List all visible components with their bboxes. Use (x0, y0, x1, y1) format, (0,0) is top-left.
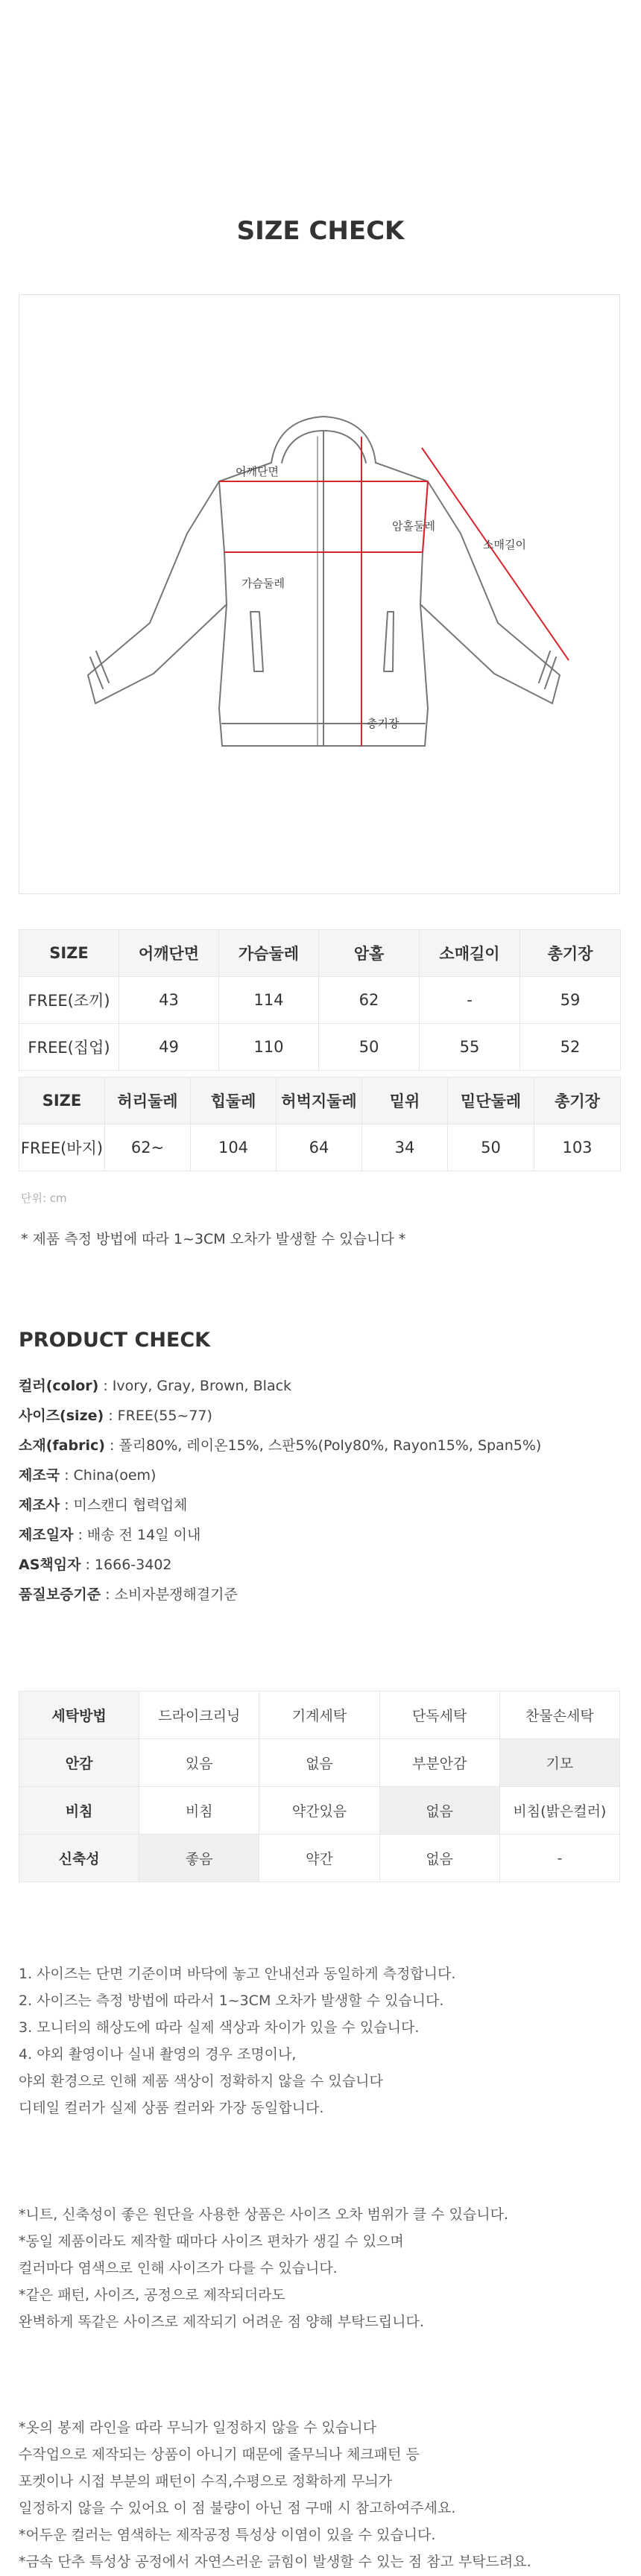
list-item (19, 1371, 541, 1401)
info-value: : 소비자분쟁해결기준 (101, 1586, 238, 1603)
size-value-cell: 104 (191, 1124, 277, 1171)
size-value-cell: 50 (448, 1124, 534, 1171)
size-value-cell: 64 (277, 1124, 362, 1171)
size-header-cell: 가슴둘레 (219, 930, 319, 977)
label-shoulder: 어깨단면 (236, 465, 279, 478)
care-table (19, 1691, 620, 1882)
notice-block-3 (19, 2414, 531, 2575)
size-name-cell: FREE(조끼) (19, 977, 119, 1024)
info-label: 소재(fabric) (19, 1437, 105, 1454)
size-value-cell: 43 (119, 977, 219, 1024)
info-label: 품질보증기준 (19, 1586, 101, 1603)
product-check-title: PRODUCT CHECK (19, 1329, 211, 1352)
notice-line: 완벽하게 똑같은 사이즈로 제작되기 어려운 점 양해 부탁드립니다. (19, 2314, 424, 2330)
info-label: 제조일자 (19, 1527, 74, 1543)
table-row (19, 977, 621, 1024)
info-label: AS책임자 (19, 1557, 81, 1573)
product-info-list (19, 1371, 541, 1610)
size-table-header (19, 930, 621, 977)
size-name-cell: FREE(집업) (19, 1024, 119, 1071)
size-table-top (19, 929, 621, 1071)
notice-line: 4. 야외 촬영이나 실내 촬영의 경우 조명이나, (19, 2046, 297, 2063)
care-row-label: 세탁방법 (19, 1692, 139, 1739)
size-header-cell: 힙둘레 (191, 1077, 277, 1124)
size-value-cell: 34 (362, 1124, 448, 1171)
info-value: : 배송 전 14일 이내 (73, 1527, 201, 1543)
care-cell: 부분안감 (379, 1739, 499, 1787)
list-item (19, 1490, 541, 1520)
size-value-cell: 114 (219, 977, 319, 1024)
list-item (19, 1580, 541, 1610)
size-value-cell: 62~ (105, 1124, 191, 1171)
info-value: : 미스캔디 협력업체 (60, 1497, 188, 1513)
care-cell: 단독세탁 (379, 1692, 499, 1739)
notice-line: 일정하지 않을 수 있어요 이 점 불량이 아닌 점 구매 시 참고하여주세요. (19, 2500, 456, 2516)
notice-line: *같은 패턴, 사이즈, 공정으로 제작되더라도 (19, 2287, 285, 2303)
list-item (19, 1461, 541, 1490)
jacket-diagram (19, 295, 621, 895)
size-value-cell: 55 (420, 1024, 520, 1071)
size-name-cell: FREE(바지) (19, 1124, 105, 1171)
list-item (19, 1520, 541, 1550)
list-item (19, 1401, 541, 1431)
size-diagram (19, 294, 620, 894)
notice-line: 디테일 컬러가 실제 상품 컬러와 가장 동일합니다. (19, 2100, 324, 2116)
size-value-cell: 59 (520, 977, 621, 1024)
size-header-cell: 암홀 (319, 930, 420, 977)
info-value: : Ivory, Gray, Brown, Black (98, 1378, 292, 1394)
size-header-cell: 소매길이 (420, 930, 520, 977)
notice-line: *니트, 신축성이 좋은 원단을 사용한 상품은 사이즈 오차 범위가 클 수 있습니다. (19, 2206, 508, 2223)
left-sleeve (88, 481, 227, 703)
table-row (19, 1739, 620, 1787)
size-header-cell: 밑단둘레 (448, 1077, 534, 1124)
measure-note: * 제품 측정 방법에 따라 1~3CM 오차가 발생할 수 있습니다 * (21, 1231, 406, 1247)
care-cell: 좋음 (139, 1835, 259, 1882)
right-sleeve (420, 481, 560, 703)
size-value-cell: 52 (520, 1024, 621, 1071)
notice-line: 야외 환경으로 인해 제품 색상이 정확하지 않을 수 있습니다 (19, 2073, 383, 2089)
care-row-label: 신축성 (19, 1835, 139, 1882)
table-row (19, 1692, 620, 1739)
info-label: 컬러(color) (19, 1378, 99, 1394)
notice-line: 컬러마다 염색으로 인해 사이즈가 다를 수 있습니다. (19, 2260, 338, 2276)
size-value-cell: 62 (319, 977, 420, 1024)
size-value-cell: - (420, 977, 520, 1024)
table-row (19, 1835, 620, 1882)
care-cell: 기계세탁 (259, 1692, 379, 1739)
info-value: : China(oem) (60, 1467, 157, 1484)
care-cell: 약간 (259, 1835, 379, 1882)
size-header-cell: 허리둘레 (105, 1077, 191, 1124)
size-header-cell: 어깨단면 (119, 930, 219, 977)
list-item (19, 1431, 541, 1461)
size-table-pants (19, 1077, 621, 1171)
notice-line: *어두운 컬러는 염색하는 제작공정 특성상 이염이 있을 수 있습니다. (19, 2527, 436, 2543)
label-chest: 가슴둘레 (241, 577, 285, 590)
notice-line: 1. 사이즈는 단면 기준이며 바닥에 놓고 안내선과 동일하게 측정합니다. (19, 1966, 456, 1982)
size-header-cell: 총기장 (520, 930, 621, 977)
care-row-label: 비침 (19, 1787, 139, 1835)
label-length: 총기장 (367, 717, 400, 730)
care-cell: 비침(밝은컬러) (499, 1787, 619, 1835)
notice-line: 수작업으로 제작되는 상품이 아니기 때문에 줄무늬나 체크패턴 등 (19, 2446, 420, 2463)
sleeve-line (422, 448, 569, 660)
size-header-cell: 허벅지둘레 (277, 1077, 362, 1124)
table-row (19, 1024, 621, 1071)
info-label: 사이즈(size) (19, 1408, 104, 1424)
care-cell: 드라이크리닝 (139, 1692, 259, 1739)
info-label: 제조국 (19, 1467, 60, 1484)
size-header-cell: SIZE (19, 1077, 105, 1124)
size-header-cell: 총기장 (534, 1077, 621, 1124)
care-cell: 없음 (379, 1787, 499, 1835)
label-sleeve: 소매길이 (483, 538, 526, 551)
armhole-line (423, 481, 428, 552)
care-cell: 비침 (139, 1787, 259, 1835)
notice-line: 3. 모니터의 해상도에 따라 실제 색상과 차이가 있을 수 있습니다. (19, 2019, 420, 2036)
info-label: 제조사 (19, 1497, 60, 1513)
size-table-header (19, 1077, 621, 1124)
care-cell: 약간있음 (259, 1787, 379, 1835)
table-row (19, 1124, 621, 1171)
page-title: SIZE CHECK (236, 216, 405, 246)
table-row (19, 1787, 620, 1835)
notice-line: 2. 사이즈는 측정 방법에 따라서 1~3CM 오차가 발생할 수 있습니다. (19, 1993, 444, 2009)
size-value-cell: 110 (219, 1024, 319, 1071)
notice-block-1 (19, 1961, 455, 2121)
notice-block-2 (19, 2201, 508, 2335)
notice-line: 포켓이나 시접 부분의 패턴이 수직,수평으로 정확하게 무늬가 (19, 2473, 393, 2490)
care-cell: 없음 (259, 1739, 379, 1787)
size-value-cell: 50 (319, 1024, 420, 1071)
care-cell: 기모 (499, 1739, 619, 1787)
care-cell: - (499, 1835, 619, 1882)
care-row-label: 안감 (19, 1739, 139, 1787)
list-item (19, 1550, 541, 1580)
label-armhole: 암홀둘레 (392, 519, 435, 533)
care-cell: 없음 (379, 1835, 499, 1882)
notice-line: *금속 단추 특성상 공정에서 자연스러운 긁힘이 발생할 수 있는 점 참고 부탁드려요. (19, 2554, 531, 2570)
info-value: : FREE(55~77) (104, 1408, 212, 1424)
size-header-cell: 밑위 (362, 1077, 448, 1124)
notice-line: *옷의 봉제 라인을 따라 무늬가 일정하지 않을 수 있습니다 (19, 2420, 376, 2436)
care-cell: 찬물손세탁 (499, 1692, 619, 1739)
notice-line: *동일 제품이라도 제작할 때마다 사이즈 편차가 생길 수 있으며 (19, 2233, 404, 2250)
info-value: : 1666-3402 (80, 1557, 172, 1573)
size-header-cell: SIZE (19, 930, 119, 977)
care-cell: 있음 (139, 1739, 259, 1787)
unit-label: 단위: cm (21, 1192, 67, 1205)
size-value-cell: 49 (119, 1024, 219, 1071)
info-value: : 폴리80%, 레이온15%, 스판5%(Poly80%, Rayon15%, Span5%) (104, 1437, 542, 1454)
size-value-cell: 103 (534, 1124, 621, 1171)
